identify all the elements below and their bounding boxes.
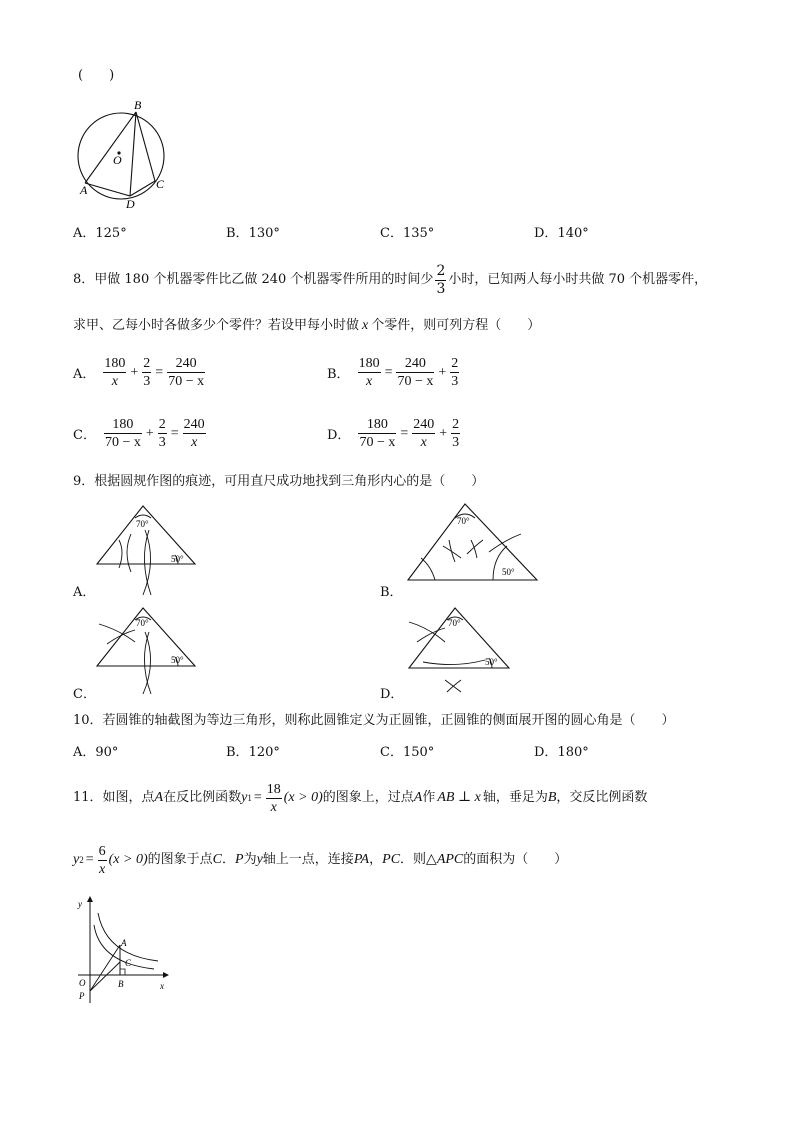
q8-d-op2: + [439, 425, 448, 441]
q11-text-c: 的图象上，过点 [322, 790, 414, 805]
q8-d-frac3 [451, 416, 460, 451]
q11-triangle-apc: △APC [426, 852, 464, 867]
q7-segment-bc [136, 112, 155, 181]
q9-d-angle-right: 50° [485, 657, 498, 667]
q8-option-a[interactable] [73, 355, 207, 390]
q11-text-l: 的面积为（ ） [463, 852, 568, 867]
q11-stem-line2 [73, 840, 567, 880]
q8-d-d3: 3 [452, 435, 460, 450]
q10-option-c[interactable] [380, 745, 434, 761]
q8-c-op2: = [170, 425, 179, 441]
q8-c-frac3 [183, 416, 206, 451]
q8-frac-den: 3 [436, 280, 446, 297]
q7-option-c-label: C． [380, 226, 403, 241]
q9-c-angle-right: 50° [171, 655, 184, 665]
q8-a-n2: 2 [143, 356, 151, 371]
q11-cond2: (x > 0) [108, 852, 148, 867]
q11-eq1: = [253, 790, 262, 805]
q7-label-a: A [80, 183, 88, 197]
q7-segment-bd [130, 112, 136, 196]
q7-circle-figure [70, 98, 200, 211]
q11-frac2-n: 6 [98, 843, 106, 859]
q9-stem: 9．根据圆规作图的痕迹，可用直尺成功地找到三角形内心的是（ ） [73, 474, 485, 489]
q11-frac2-d: x [99, 861, 106, 877]
q8-d-n1: 180 [358, 416, 396, 434]
q8-option-b-label: B． [327, 367, 350, 382]
q9-b-angle-right: 50° [502, 567, 515, 577]
q8-a-frac3 [167, 355, 205, 390]
q8-d-frac1 [358, 416, 396, 451]
q7-option-d-label: D． [534, 226, 558, 241]
q8-c-d1: 70 − x [104, 435, 141, 450]
q8-b-op1: = [384, 364, 393, 380]
q11-fig-label-o: O [79, 978, 86, 988]
q8-a-op2: = [155, 364, 164, 380]
q7-label-b: B [134, 98, 142, 112]
q8-b-frac1 [358, 355, 381, 390]
q8-d-frac2 [412, 416, 435, 451]
q10-option-d-text: 180° [557, 745, 589, 760]
q11-frac1-n: 18 [266, 781, 281, 797]
q10-option-a[interactable] [73, 745, 118, 761]
q10-stem: 10．若圆锥的轴截图为等边三角形，则称此圆锥定义为正圆锥，正圆锥的侧面展开图的圆心角是（ ） [73, 713, 675, 728]
q8-option-d-label: D． [327, 428, 351, 443]
q10-option-c-label: C． [380, 745, 403, 760]
q7-option-c[interactable] [380, 226, 434, 242]
q8-d-n3: 2 [452, 417, 460, 432]
q11-pc: PC [382, 852, 401, 867]
q11-cond1: (x > 0) [283, 790, 323, 805]
q7-option-b[interactable] [226, 226, 280, 242]
q8-fraction-two-thirds [435, 263, 446, 298]
q11-text-h: ． [221, 852, 235, 867]
q8-c-d2: 3 [158, 435, 166, 450]
q11-y-axis-name: y [256, 852, 263, 867]
q9-a-angle-right: 50° [171, 554, 184, 564]
q8-d-d2: x [420, 435, 427, 450]
q11-text-d: 作 [422, 790, 436, 805]
q11-eq2: = [85, 852, 94, 867]
q9-b-angle-top: 70° [457, 516, 470, 526]
q8-d-n2: 240 [413, 417, 435, 432]
q11-point-a: A [154, 790, 164, 805]
q9-figure-c [95, 602, 205, 697]
q8-b-n3: 2 [451, 356, 459, 371]
q11-graph-figure [70, 895, 180, 1015]
q7-label-o: O [113, 153, 122, 167]
q8-a-frac1 [103, 355, 126, 390]
q8-c-n2: 2 [158, 417, 166, 432]
q8-c-frac1 [104, 416, 142, 451]
q9-a-angle-top: 70° [136, 519, 149, 529]
q9-label-d[interactable]: D． [380, 687, 404, 702]
q7-segment-ab [85, 112, 136, 183]
q11-y1-sub: 1 [247, 793, 252, 803]
q8-stem-text-c: 求甲、乙每小时各做多少个零件？若设甲每小时做 [73, 318, 360, 333]
q8-stem-line2 [73, 318, 540, 334]
q11-stem-line1 [73, 778, 647, 818]
q8-b-frac2 [396, 355, 434, 390]
q8-c-frac2 [158, 416, 167, 451]
q9-d-angle-top: 70° [448, 618, 461, 628]
q10-option-d-label: D． [534, 745, 558, 760]
q7-answer-bracket: ( ) [78, 68, 115, 83]
q10-option-c-text: 150° [402, 745, 435, 760]
q11-segment-pc [90, 962, 120, 991]
q8-option-a-label: A． [73, 367, 96, 382]
q10-option-a-text: 90° [95, 745, 119, 760]
q8-b-n1: 180 [358, 356, 380, 371]
q11-text-a: 11．如图，点 [73, 790, 155, 805]
q8-b-d3: 3 [451, 374, 459, 389]
q11-sep: ， [369, 852, 383, 867]
q8-a-d1: x [111, 374, 118, 389]
q9-figure-d [405, 602, 520, 697]
q10-option-a-label: A． [73, 745, 96, 760]
q8-option-d[interactable] [327, 416, 462, 451]
q11-fig-label-p: P [79, 991, 85, 1001]
q7-option-b-label: B． [226, 226, 249, 241]
q10-option-d[interactable] [534, 745, 589, 761]
q11-fig-label-c: C [125, 958, 132, 968]
q7-label-c: C [156, 177, 165, 191]
q9-label-a[interactable]: A． [73, 585, 96, 600]
q8-variable: x [362, 318, 369, 333]
q11-y1: y [241, 790, 248, 805]
q10-option-b[interactable] [226, 745, 280, 761]
q11-y2-sub: 2 [79, 855, 84, 865]
q8-stem-text-d: 个零件，则可列方程（ ） [371, 318, 541, 333]
q11-text-g: 的图象于点 [147, 852, 213, 867]
q8-b-frac3 [450, 355, 459, 390]
q9-label-b[interactable]: B． [380, 585, 403, 600]
q11-text-e: 轴，垂足为 [482, 790, 548, 805]
q11-text-k: ．则 [400, 852, 427, 867]
q11-segment-pa [90, 945, 120, 991]
q8-c-d3: x [191, 435, 198, 450]
q9-label-c[interactable]: C． [73, 687, 96, 702]
q7-option-d[interactable] [534, 226, 589, 242]
q11-text-i: 为 [243, 852, 257, 867]
q11-text-j: 轴上一点，连接 [262, 852, 354, 867]
q11-point-p: P [235, 852, 244, 867]
q8-b-n2: 240 [396, 355, 434, 373]
q7-option-a-label: A． [73, 226, 96, 241]
q8-option-c-label: C． [73, 428, 96, 443]
q8-stem-text-b: 小时，已知两人每小时共做 70 个机器零件， [448, 272, 708, 287]
q9-figure-a [95, 500, 205, 595]
q8-option-c[interactable] [73, 416, 208, 451]
q8-a-op1: + [130, 364, 139, 380]
q11-fig-label-y: y [78, 899, 82, 909]
q11-ab-perp: AB ⊥ x [437, 790, 481, 805]
q11-point-a2: A [413, 790, 423, 805]
q11-right-angle-mark [120, 969, 125, 975]
q8-d-d1: 70 − x [359, 435, 396, 450]
q9-figure-b [405, 500, 565, 590]
q8-a-frac2 [142, 355, 151, 390]
q8-a-n3: 240 [167, 355, 205, 373]
q11-frac1-d: x [270, 799, 277, 815]
q8-c-op1: + [145, 425, 154, 441]
q8-a-d2: 3 [143, 374, 151, 389]
q10-option-b-text: 120° [248, 745, 280, 760]
q8-b-op2: + [438, 364, 447, 380]
q8-frac-num: 2 [436, 262, 446, 279]
q11-text-b: 在反比例函数 [163, 790, 242, 805]
q7-option-b-text: 130° [248, 226, 280, 241]
q8-stem-text-a: 8．甲做 180 个机器零件比乙做 240 个机器零件所用的时间少 [73, 272, 434, 287]
q11-text-f: ，交反比例函数 [556, 790, 648, 805]
q11-pa: PA [353, 852, 370, 867]
q8-a-n1: 180 [104, 356, 126, 371]
q7-option-d-text: 140° [557, 226, 589, 241]
q11-frac2 [98, 843, 107, 878]
q8-c-n3: 240 [183, 417, 205, 432]
q11-point-b: B [547, 790, 557, 805]
q8-stem-line1 [73, 262, 707, 298]
q8-a-d3: 70 − x [168, 374, 205, 389]
q11-point-c: C [212, 852, 222, 867]
q11-frac1 [266, 781, 282, 816]
q7-segment-ad [85, 183, 130, 196]
q8-b-d1: x [365, 374, 373, 389]
q11-curve-y1 [98, 913, 158, 961]
q10-option-b-label: B． [226, 745, 249, 760]
q7-option-a-text: 125° [95, 226, 127, 241]
q7-option-a[interactable] [73, 226, 127, 242]
q8-b-d2: 70 − x [397, 374, 434, 389]
q11-fig-label-x: x [160, 981, 164, 991]
q8-c-n1: 180 [104, 416, 142, 434]
q8-option-b[interactable] [327, 355, 461, 390]
q7-label-d: D [126, 197, 135, 211]
q11-y2: y [73, 852, 80, 867]
q9-c-angle-top: 70° [136, 618, 149, 628]
q11-fig-label-a: A [121, 938, 127, 948]
q8-d-op1: = [400, 425, 409, 441]
q7-option-c-text: 135° [402, 226, 435, 241]
q11-fig-label-b: B [118, 979, 124, 989]
